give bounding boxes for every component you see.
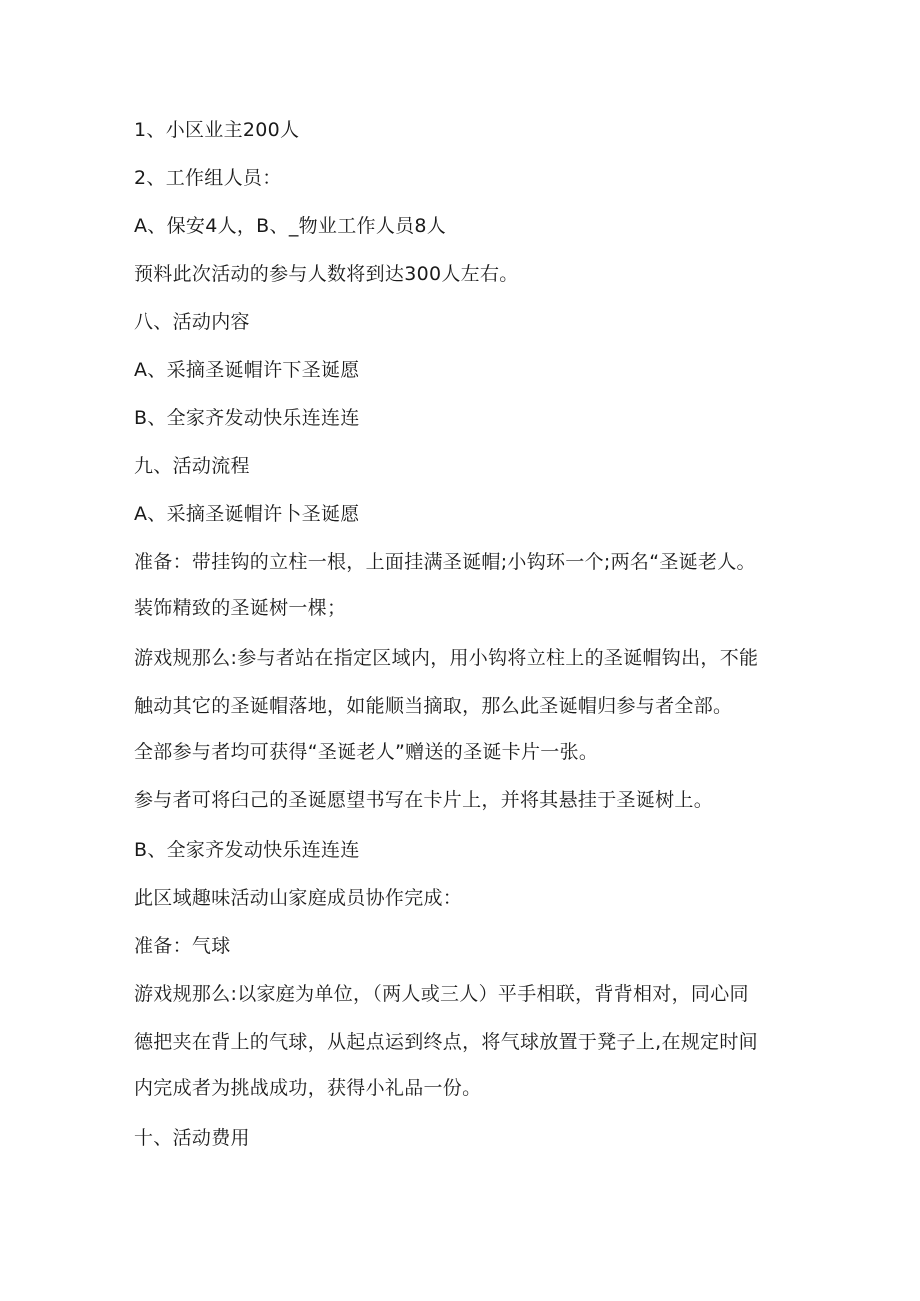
- text-line: 预料此次活动的参与人数将到达300人左右。: [134, 263, 519, 285]
- text-line: B、全家齐发动快乐连连连: [134, 839, 360, 861]
- text-line: 参与者可将臼己的圣诞愿望书写在卡片上，并将其悬挂于圣诞树上。: [134, 789, 714, 811]
- text-line: B、全家齐发动快乐连连连: [134, 407, 360, 429]
- text-line: 游戏规那么:参与者站在指定区域内，用小钩将立柱上的圣诞帽钩出，不能: [134, 647, 759, 669]
- section-heading: 九、活动流程: [134, 455, 250, 477]
- text-line: 此区域趣味活动山家庭成员协作完成：: [134, 887, 463, 909]
- text-line: 全部参与者均可获得“圣诞老人”赠送的圣诞卡片一张。: [134, 741, 599, 763]
- text-line: 准备：带挂钩的立柱一根，上面挂满圣诞帽;小钩环一个;两名“圣诞老人。: [134, 551, 756, 573]
- text-line: 装饰精致的圣诞树一棵；: [134, 597, 347, 619]
- text-line: A、采摘圣诞帽许下圣诞愿: [134, 359, 360, 381]
- text-line: A、保安4人，B、_物业工作人员8人: [134, 215, 447, 237]
- text-line: 准备：气球: [134, 935, 231, 957]
- text-line: 内完成者为挑战成功，获得小礼品一份。: [134, 1077, 482, 1099]
- text-line: 触动其它的圣诞帽落地，如能顺当摘取，那么此圣诞帽归参与者全部。: [134, 695, 733, 717]
- text-line: 德把夹在背上的气球，从起点运到终点，将气球放置于凳子上,在规定时间: [134, 1031, 758, 1053]
- text-line: 游戏规那么:以家庭为单位，（两人或三人）平手相联，背背相对，同心同: [134, 983, 749, 1005]
- section-heading: 八、活动内容: [134, 311, 250, 333]
- text-line: A、采摘圣诞帽许卜圣诞愿: [134, 503, 360, 525]
- text-line: 1、小区业主200人: [134, 119, 300, 141]
- text-line: 2、工作组人员：: [134, 167, 282, 189]
- section-heading: 十、活动费用: [134, 1127, 250, 1149]
